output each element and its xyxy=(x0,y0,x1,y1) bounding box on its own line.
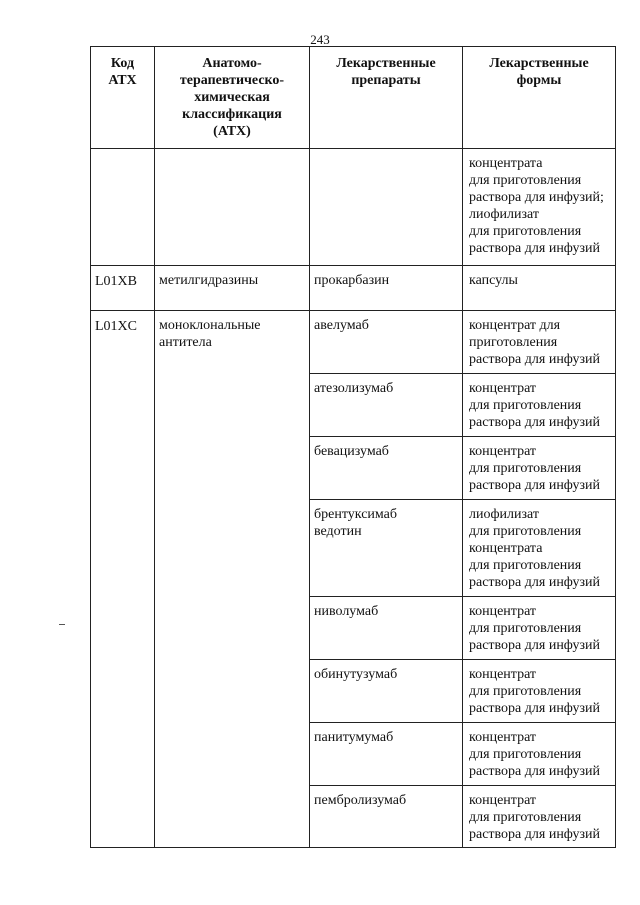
cell-drug: брентуксимаб ведотин xyxy=(310,500,463,597)
cell-drug: панитумумаб xyxy=(310,723,463,786)
table-row-l01xb xyxy=(91,266,616,311)
cell-drug: пембролизумаб xyxy=(310,786,463,848)
cell-drug-empty xyxy=(310,149,463,266)
cell-form: концентрат для приготовления раствора для инфузий xyxy=(463,723,616,786)
cell-form: концентрат для приготовления раствора для инфузий xyxy=(463,786,616,848)
cell-classification: моноклональные антитела xyxy=(155,311,310,848)
header-code: Код АТХ xyxy=(91,47,155,149)
cell-drug: авелумаб xyxy=(310,311,463,374)
header-drugs: Лекарственные препараты xyxy=(310,47,463,149)
scan-mark xyxy=(59,624,65,625)
cell-form: концентрат для приготовления раствора для инфузий xyxy=(463,660,616,723)
header-classification: Анатомо- терапевтическо- химическая классификация (АТХ) xyxy=(155,47,310,149)
header-forms: Лекарственные формы xyxy=(463,47,616,149)
table-header-row xyxy=(91,47,616,149)
atc-drug-table xyxy=(90,46,616,848)
page-number: 243 xyxy=(310,32,330,47)
cell-drug: обинутузумаб xyxy=(310,660,463,723)
cell-form: концентрат для приготовления раствора для инфузий xyxy=(463,311,616,374)
cell-form: лиофилизат для приготовления концентрата для приготовления раствора для инфузий xyxy=(463,500,616,597)
cell-code: L01XC xyxy=(91,311,155,848)
cell-drug: атезолизумаб xyxy=(310,374,463,437)
cell-drug: бевацизумаб xyxy=(310,437,463,500)
cell-classification: метилгидразины xyxy=(155,266,310,311)
table-row-l01xc-0 xyxy=(91,311,616,374)
cell-drug: прокарбазин xyxy=(310,266,463,311)
cell-classification-empty xyxy=(155,149,310,266)
cell-drug: ниволумаб xyxy=(310,597,463,660)
cell-form: капсулы xyxy=(463,266,616,311)
table-row-continuation xyxy=(91,149,616,266)
cell-form: концентрат для приготовления раствора для инфузий xyxy=(463,437,616,500)
cell-form: концентрат для приготовления раствора для инфузий xyxy=(463,374,616,437)
cell-form: концентрат для приготовления раствора для инфузий xyxy=(463,597,616,660)
cell-form: концентрата для приготовления раствора для инфузий; лиофилизат для приготовления раствора для инфузий xyxy=(463,149,616,266)
cell-code: L01XB xyxy=(91,266,155,311)
cell-code-empty xyxy=(91,149,155,266)
